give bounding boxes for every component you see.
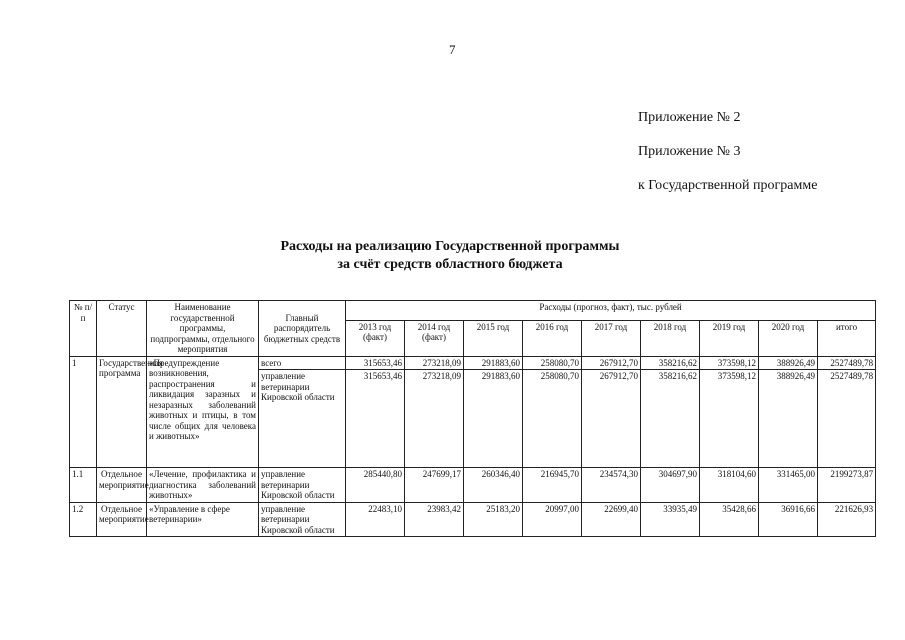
- table-cell: 291883,60: [464, 356, 523, 370]
- table-cell: 315653,46: [346, 356, 405, 370]
- annex-line-1: Приложение № 2: [638, 110, 741, 125]
- table-cell: 373598,12: [700, 356, 759, 370]
- annex-line-3: к Государственной программе: [638, 178, 818, 193]
- row-name: «Предупреждение возникновения, распространения и ликвидация заразных и незаразных заболеваний животных и птицы, в том числе общих для человека и животных»: [147, 356, 259, 468]
- row-status: Отдельное мероприятие: [97, 502, 147, 537]
- header-year: 2014 год (факт): [405, 320, 464, 356]
- table-cell: 267912,70: [582, 356, 641, 370]
- table-cell: 373598,12: [700, 370, 759, 468]
- header-name: Наименование государственной программы, подпрограммы, отдельного мероприятия: [147, 301, 259, 357]
- table-row: [70, 468, 876, 503]
- table-cell: 234574,30: [582, 468, 641, 503]
- table-cell: 331465,00: [759, 468, 818, 503]
- table-cell: 216945,70: [523, 468, 582, 503]
- table-cell: 33935,49: [641, 502, 700, 537]
- header-year: 2017 год: [582, 320, 641, 356]
- annex-line-2: Приложение № 3: [638, 144, 741, 159]
- row-admin: управление ветеринарии Кировской области: [259, 502, 346, 537]
- table-cell: 36916,66: [759, 502, 818, 537]
- table-cell: 315653,46: [346, 370, 405, 468]
- table-cell: 304697,90: [641, 468, 700, 503]
- table-cell: 258080,70: [523, 370, 582, 468]
- table-cell: 221626,93: [818, 502, 876, 537]
- table-row: [70, 356, 876, 370]
- header-year: 2020 год: [759, 320, 818, 356]
- table-cell: 388926,49: [759, 370, 818, 468]
- row-admin: управление ветеринарии Кировской области: [259, 468, 346, 503]
- row-name: «Управление в сфере ветеринарии»: [147, 502, 259, 537]
- table-cell: 260346,40: [464, 468, 523, 503]
- row-admin: управление ветеринарии Кировской области: [259, 370, 346, 468]
- table-cell: 25183,20: [464, 502, 523, 537]
- header-year: 2015 год: [464, 320, 523, 356]
- row-num: 1.1: [70, 468, 97, 503]
- row-admin: всего: [259, 356, 346, 370]
- page-number: 7: [449, 42, 456, 57]
- header-year: 2018 год: [641, 320, 700, 356]
- row-status: Отдельное мероприятие: [97, 468, 147, 503]
- header-status: Статус: [97, 301, 147, 357]
- table-cell: 35428,66: [700, 502, 759, 537]
- table-cell: 273218,09: [405, 370, 464, 468]
- table-cell: 22483,10: [346, 502, 405, 537]
- table-cell: 267912,70: [582, 370, 641, 468]
- header-year: 2016 год: [523, 320, 582, 356]
- table-cell: 258080,70: [523, 356, 582, 370]
- table-cell: 358216,62: [641, 370, 700, 468]
- header-expenses: Расходы (прогноз, факт), тыс. рублей: [346, 301, 876, 321]
- header-admin: Главный распорядитель бюджетных средств: [259, 301, 346, 357]
- table-cell: 247699,17: [405, 468, 464, 503]
- table-cell: 358216,62: [641, 356, 700, 370]
- table-cell: 291883,60: [464, 370, 523, 468]
- document-title-line-2: за счёт средств областного бюджета: [337, 257, 563, 272]
- row-num: 1: [70, 356, 97, 468]
- header-num: № п/п: [70, 301, 97, 357]
- table-cell: 273218,09: [405, 356, 464, 370]
- table-cell: 22699,40: [582, 502, 641, 537]
- budget-table: [69, 300, 876, 537]
- header-total: итого: [818, 320, 876, 356]
- row-status: Государственная программа: [97, 356, 147, 468]
- header-year: 2019 год: [700, 320, 759, 356]
- row-num: 1.2: [70, 502, 97, 537]
- document-title-line-1: Расходы на реализацию Государственной программы: [280, 239, 620, 254]
- header-year: 2013 год (факт): [346, 320, 405, 356]
- table-cell: 2527489,78: [818, 370, 876, 468]
- header-row-1: [70, 301, 876, 321]
- table-cell: 318104,60: [700, 468, 759, 503]
- table-cell: 388926,49: [759, 356, 818, 370]
- table-row: [70, 502, 876, 537]
- table-cell: 20997,00: [523, 502, 582, 537]
- table-cell: 285440,80: [346, 468, 405, 503]
- table-cell: 2527489,78: [818, 356, 876, 370]
- table-cell: 23983,42: [405, 502, 464, 537]
- table-cell: 2199273,87: [818, 468, 876, 503]
- row-name: «Лечение, профилактика и диагностика заболеваний животных»: [147, 468, 259, 503]
